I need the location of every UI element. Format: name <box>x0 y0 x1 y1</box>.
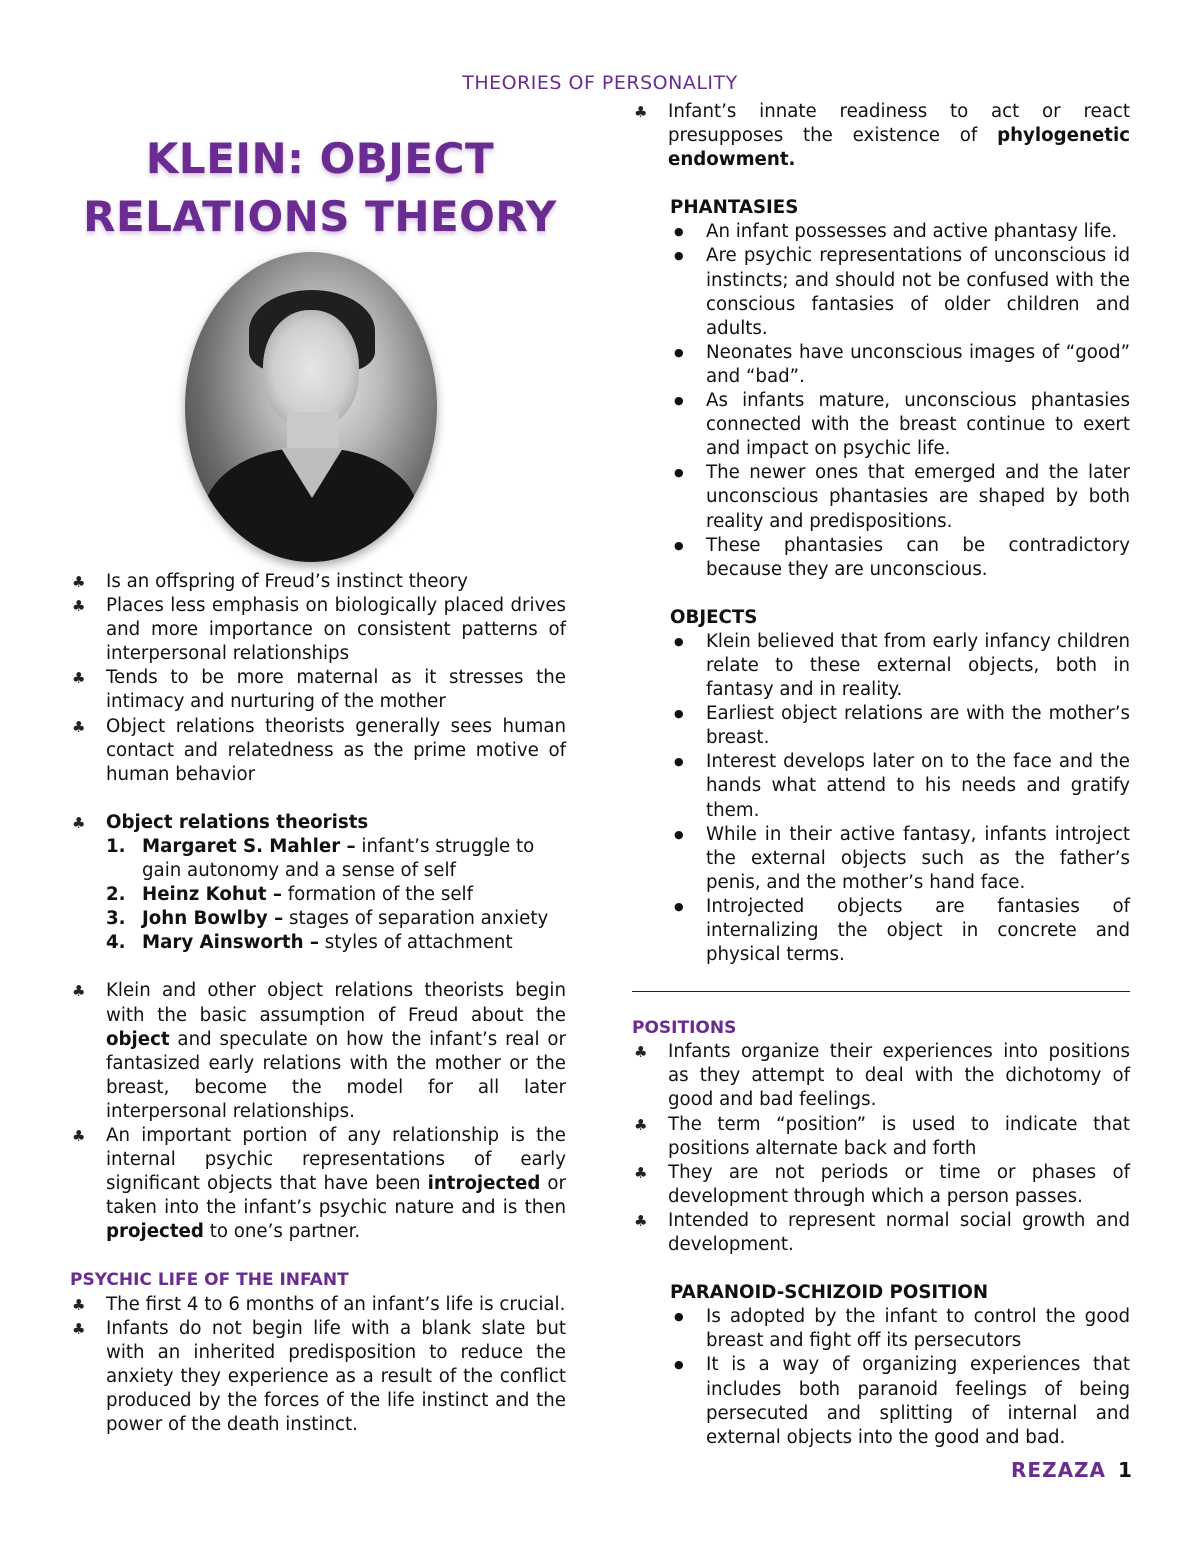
list-item: ♣ They are not periods or time or phases of development through which a person passes. <box>632 1161 1130 1209</box>
list-item: ♣ Places less emphasis on biologically placed drives and more importance on consistent patterns of interpersonal relationships <box>70 594 566 666</box>
psychic-list <box>70 1293 566 1438</box>
portrait-photo <box>185 252 437 562</box>
innate-readiness-item: ♣ Infant’s innate readiness to act or react presupposes the existence of phylogenetic endowment. <box>632 100 1130 172</box>
positions-heading: POSITIONS <box>632 1018 737 1039</box>
list-item: ● Are psychic representations of unconscious id instincts; and should not be confused with the conscious fantasies of older children and adults. <box>632 244 1130 340</box>
list-item: ● Introjected objects are fantasies of internalizing the object in concrete and physical terms. <box>632 895 1130 967</box>
list-item: ● Is adopted by the infant to control the good breast and fight off its persecutors <box>632 1305 1130 1353</box>
paranoid-schizoid-heading: PARANOID-SCHIZOID POSITION <box>670 1282 989 1304</box>
list-item: 1. Margaret S. Mahler – infant’s struggle to gain autonomy and a sense of self <box>106 835 535 882</box>
list-item: 3. John Bowlby – stages of separation anxiety <box>106 908 549 930</box>
phantasies-list <box>632 220 1130 581</box>
list-item: ● Neonates have unconscious images of “good” and “bad”. <box>632 341 1130 389</box>
list-item: ● Interest develops later on to the face and the hands what attend to his needs and gratify them. <box>632 750 1130 822</box>
list-item: ● The newer ones that emerged and the later unconscious phantasies are shaped by both reality and predispositions. <box>632 461 1130 533</box>
title-line-1: KLEIN: OBJECT <box>145 134 495 183</box>
left-column <box>70 570 566 1437</box>
list-item: ● As infants mature, unconscious phantasies connected with the breast continue to exert and impact on psychic life. <box>632 389 1130 461</box>
objects-heading: OBJECTS <box>670 606 758 628</box>
intro-list <box>70 570 566 787</box>
phantasies-heading: PHANTASIES <box>670 197 799 219</box>
theorists-list <box>70 835 566 955</box>
list-item: ♣ An important portion of any relationship is the internal psychic representations of early significant objects that have been introjected or taken into the infant’s psychic nature and is then projected to one’s partner. <box>70 1124 566 1244</box>
list-item: ♣ Intended to represent normal social growth and development. <box>632 1209 1130 1257</box>
list-item: ♣ Infants organize their experiences into positions as they attempt to deal with the dichotomy of good and bad feelings. <box>632 1040 1130 1112</box>
paranoid-list <box>632 1305 1130 1450</box>
objects-list <box>632 630 1130 967</box>
positions-list <box>632 1040 1130 1257</box>
page-title <box>70 130 570 246</box>
right-column <box>632 100 1130 1450</box>
list-item: ● It is a way of organizing experiences that includes both paranoid feelings of being persecuted and splitting of internal and external objects into the good and bad. <box>632 1353 1130 1449</box>
list-item: ● Earliest object relations are with the mother’s breast. <box>632 702 1130 750</box>
footer-author: REZAZA <box>1011 1458 1107 1482</box>
klein-list <box>70 979 566 1244</box>
list-item: ● Klein believed that from early infancy children relate to these external objects, both in fantasy and in reality. <box>632 630 1130 702</box>
list-item: ♣ Tends to be more maternal as it stresses the intimacy and nurturing of the mother <box>70 666 566 714</box>
list-item: ♣ Infants do not begin life with a blank slate but with an inherited predisposition to reduce the anxiety they experience as a result of the conflict produced by the forces of the life instinct and the power of the death instinct. <box>70 1317 566 1437</box>
list-item: ♣ Is an offspring of Freud’s instinct theory <box>70 570 566 594</box>
list-item: ♣ The term “position” is used to indicate that positions alternate back and forth <box>632 1113 1130 1161</box>
list-item: ● While in their active fantasy, infants introject the external objects such as the father’s penis, and the mother’s hand face. <box>632 823 1130 895</box>
list-item: 2. Heinz Kohut – formation of the self <box>106 884 473 906</box>
title-line-2: RELATIONS THEORY <box>83 192 557 241</box>
list-item: ♣ The first 4 to 6 months of an infant’s life is crucial. <box>70 1293 566 1317</box>
list-item: 4. Mary Ainsworth – styles of attachment <box>106 932 513 954</box>
list-item: ♣ Object relations theorists generally sees human contact and relatedness as the prime motive of human behavior <box>70 715 566 787</box>
running-header: THEORIES OF PERSONALITY <box>462 72 738 94</box>
theorists-heading: ♣ Object relations theorists <box>70 811 566 835</box>
psychic-life-heading: PSYCHIC LIFE OF THE INFANT <box>70 1270 349 1291</box>
list-item: ● An infant possesses and active phantasy life. <box>632 220 1130 244</box>
page-number: 1 <box>1118 1458 1132 1482</box>
list-item: ♣ Klein and other object relations theorists begin with the basic assumption of Freud about the object and speculate on how the infant’s real or fantasized early relations with the mother or the breast, become the model for all later interpersonal relationships. <box>70 979 566 1124</box>
list-item: ● These phantasies can be contradictory because they are unconscious. <box>632 534 1130 582</box>
